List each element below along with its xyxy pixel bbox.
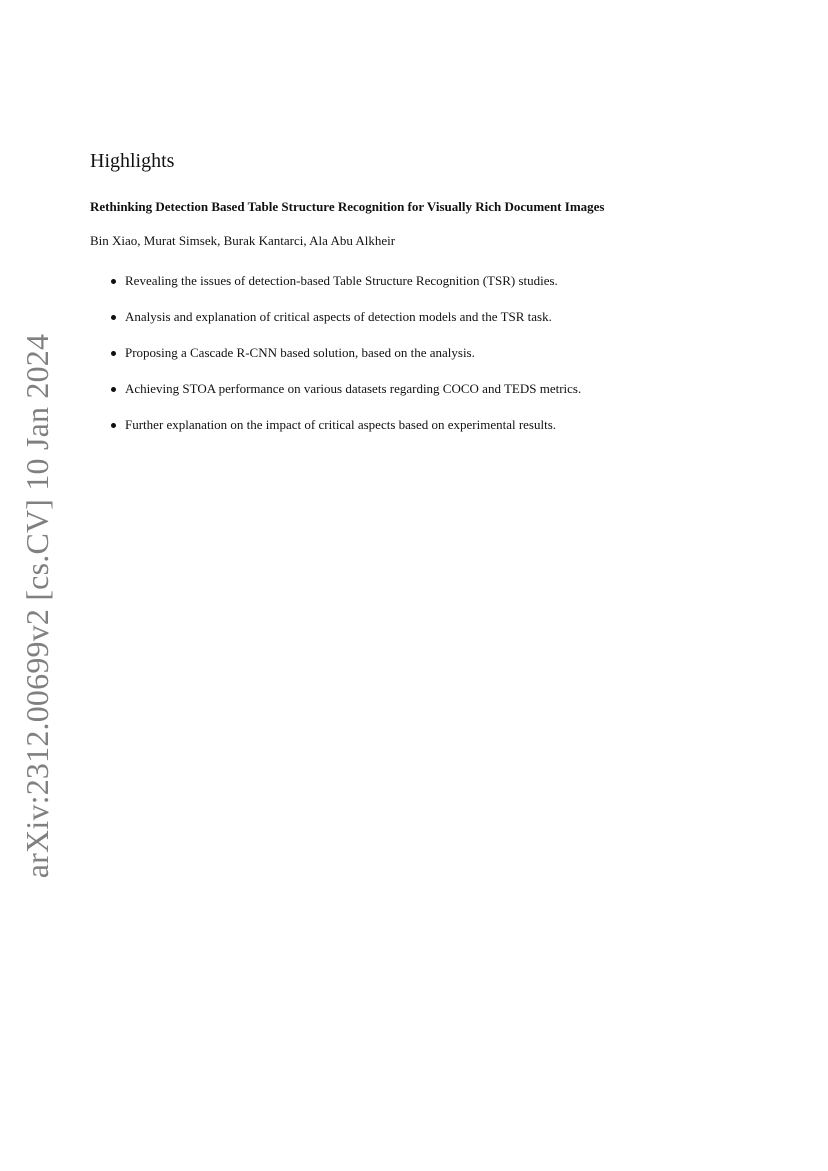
bullet-icon xyxy=(111,351,116,356)
highlight-text: Analysis and explanation of critical aspects of detection models and the TSR task. xyxy=(125,309,552,324)
highlight-item xyxy=(90,308,750,326)
bullet-icon xyxy=(111,387,116,392)
highlight-item xyxy=(90,380,750,398)
highlights-list xyxy=(90,272,750,434)
bullet-icon xyxy=(111,423,116,428)
paper-title: Rethinking Detection Based Table Structure Recognition for Visually Rich Document Images xyxy=(90,199,605,214)
highlight-item xyxy=(90,416,750,434)
bullet-icon xyxy=(111,279,116,284)
highlights-page xyxy=(90,148,750,452)
highlight-text: Achieving STOA performance on various datasets regarding COCO and TEDS metrics. xyxy=(125,381,582,396)
section-title: Highlights xyxy=(90,150,175,172)
highlight-text: Further explanation on the impact of critical aspects based on experimental results. xyxy=(125,417,557,432)
arxiv-identifier-stamp: arXiv:2312.00699v2 [cs.CV] 10 Jan 2024 xyxy=(19,333,55,879)
highlight-text: Revealing the issues of detection-based Table Structure Recognition (TSR) studies. xyxy=(125,273,558,288)
author-list: Bin Xiao, Murat Simsek, Burak Kantarci, Ala Abu Alkheir xyxy=(90,233,396,248)
highlight-item xyxy=(90,344,750,362)
bullet-icon xyxy=(111,315,116,320)
highlight-item xyxy=(90,272,750,290)
highlight-text: Proposing a Cascade R-CNN based solution, based on the analysis. xyxy=(125,345,475,360)
